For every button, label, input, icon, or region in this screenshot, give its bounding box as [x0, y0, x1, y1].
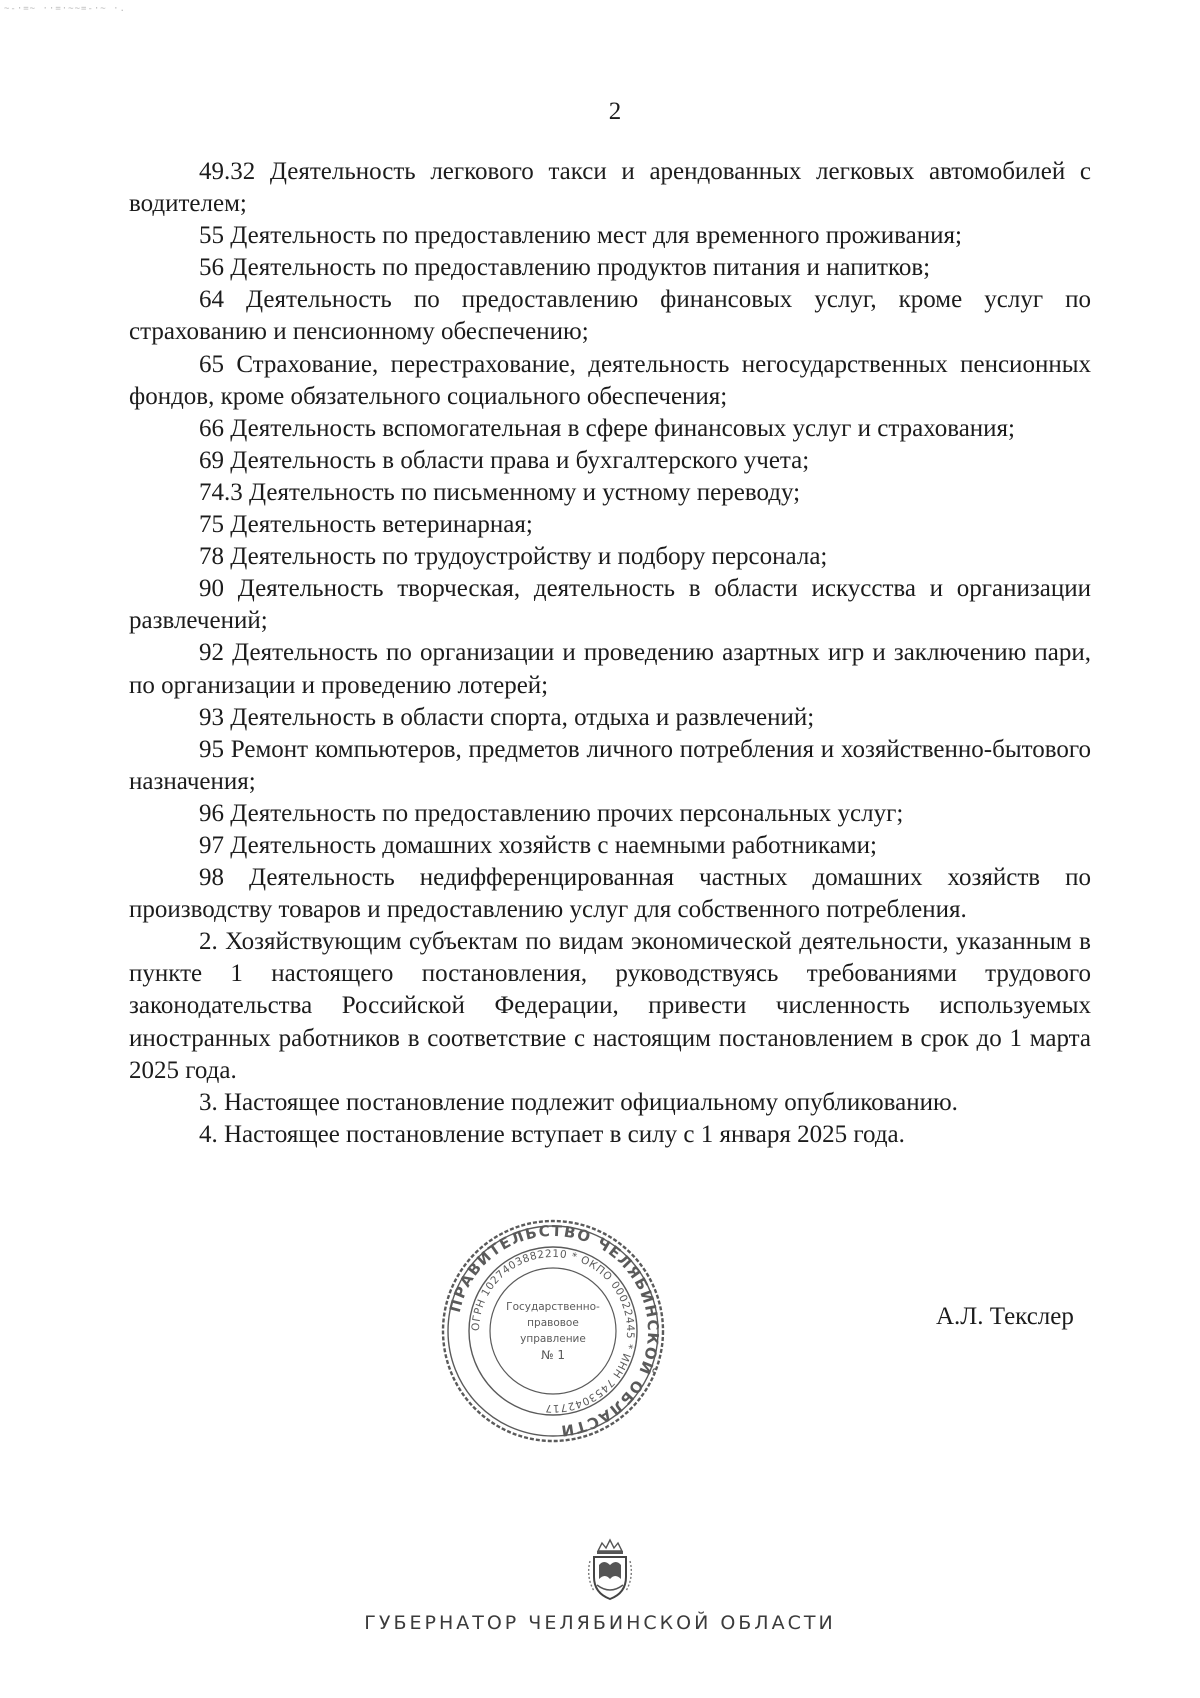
paragraph-97: 97 Деятельность домашних хозяйств с наемными работниками;	[199, 831, 877, 859]
paragraph-69: 69 Деятельность в области права и бухгалтерского учета;	[199, 446, 810, 474]
stamp-center-line-2: правовое	[527, 1317, 579, 1329]
clause-2: 2. Хозяйствующим субъектам по видам экономической деятельности, указанным в пункте 1 настоящего постановления, руководствуясь требованиями трудового законодательства Российской Федерации, привести численность используемых иностранных работников в соответствие с настоящим постановлением в срок до 1 марта 2025 года.	[129, 928, 1091, 1084]
paragraph-92: 92 Деятельность по организации и проведению азартных игр и заключению пари, по организации и проведению лотерей;	[129, 639, 1091, 699]
stamp-inner-ring-text: ОГРН 1027403882210 * ОКПО 00022445 * ИНН 7453042717	[469, 1247, 637, 1415]
paragraph-96: 96 Деятельность по предоставлению прочих персональных услуг;	[199, 799, 904, 827]
paragraph-65: 65 Страхование, перестрахование, деятельность негосударственных пенсионных фондов, кроме обязательного социального обеспечения;	[129, 350, 1091, 410]
scan-header-noise: ~-·=~ ··=·~~=-·~ ·.	[4, 4, 126, 14]
document-body	[129, 156, 1091, 1151]
paragraph-56: 56 Деятельность по предоставлению продуктов питания и напитков;	[199, 254, 931, 282]
footer-governor-title: ГУБЕРНАТОР ЧЕЛЯБИНСКОЙ ОБЛАСТИ	[364, 1612, 836, 1634]
paragraph-66: 66 Деятельность вспомогательная в сфере финансовых услуг и страхования;	[199, 414, 1016, 442]
paragraph-93: 93 Деятельность в области спорта, отдыха и развлечений;	[199, 703, 815, 731]
stamp-center-line-1: Государственно-	[506, 1301, 600, 1313]
paragraph-49-32: 49.32 Деятельность легкового такси и арендованных легковых автомобилей с водителем;	[129, 158, 1091, 218]
paragraph-98: 98 Деятельность недифференцированная частных домашних хозяйств по производству товаров и предоставлению услуг для собственного потребления.	[129, 864, 1091, 924]
paragraph-90: 90 Деятельность творческая, деятельность в области искусства и организации развлечений;	[129, 575, 1091, 635]
paragraph-78: 78 Деятельность по трудоустройству и подбору персонала;	[199, 543, 828, 571]
coat-of-arms-icon	[584, 1537, 636, 1603]
clause-3: 3. Настоящее постановление подлежит официальному опубликованию.	[199, 1088, 958, 1116]
paragraph-95: 95 Ремонт компьютеров, предметов личного потребления и хозяйственно-бытового назначения;	[129, 735, 1091, 795]
stamp-outer-ring-text: ПРАВИТЕЛЬСТВО ЧЕЛЯБИНСКОЙ ОБЛАСТИ	[445, 1221, 663, 1440]
page-number: 2	[608, 98, 622, 125]
paragraph-64: 64 Деятельность по предоставлению финансовых услуг, кроме услуг по страхованию и пенсионному обеспечению;	[129, 286, 1091, 346]
signature-name: А.Л. Текслер	[936, 1303, 1074, 1330]
stamp-center-line-3: управление	[520, 1333, 586, 1345]
paragraph-74-3: 74.3 Деятельность по письменному и устному переводу;	[199, 478, 801, 506]
clause-4: 4. Настоящее постановление вступает в силу с 1 января 2025 года.	[199, 1120, 905, 1148]
official-seal-stamp	[440, 1218, 666, 1444]
paragraph-75: 75 Деятельность ветеринарная;	[199, 511, 533, 539]
paragraph-55: 55 Деятельность по предоставлению мест для временного проживания;	[199, 222, 962, 250]
stamp-center-line-4: № 1	[541, 1348, 565, 1362]
